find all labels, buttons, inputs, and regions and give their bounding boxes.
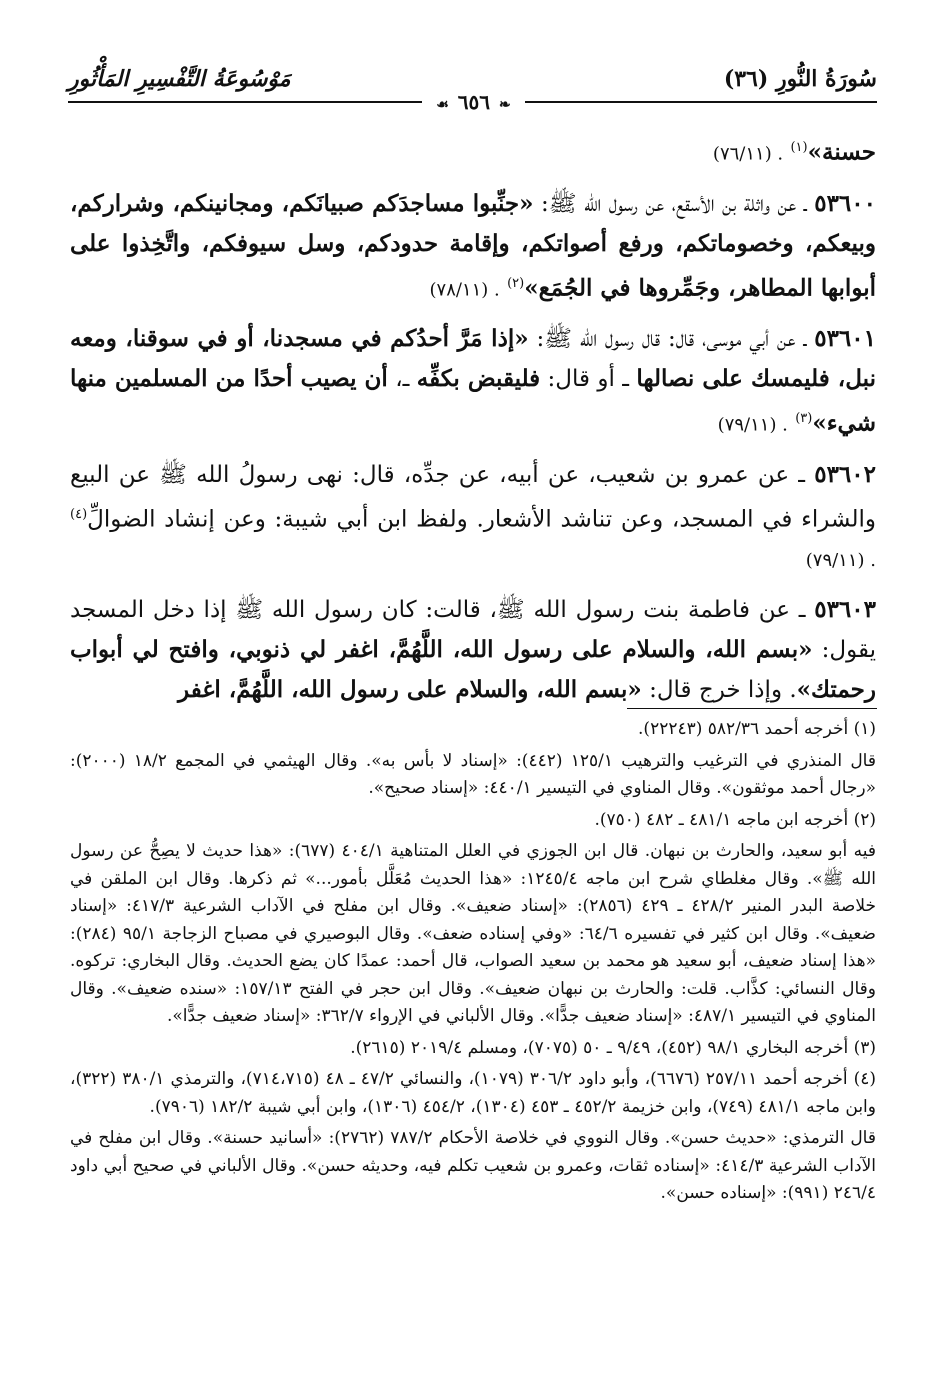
volume-reference: . (٧٩/١١) <box>805 549 876 571</box>
hadith-number: ٥٣٦٠٢ <box>814 460 876 488</box>
hadith-number: ٥٣٦٠٣ <box>814 595 876 623</box>
footnote-marker: (٤) <box>70 506 88 522</box>
footnote: (٤) أخرجه أحمد ٢٥٧/١١ (٦٦٧٦)، وأبو داود ٣٠٦/٢ (١٠٧٩)، والنسائي ٤٧/٢ ـ ٤٨ (٧١٤،٧١٥)، والترمذي ٣٨٠/١ (٣٢٢)، وابن ماجه ٤٨١/١ (٧٤٩)، وابن خزيمة ٤٥٢/٢ ـ ٤٥٣ (١٣٠٤)، ٤٥٤/٢ (١٣٠٦)، وابن أبي شيبة ١٨٢/٢ (٧٩٠٦). <box>70 1069 876 1117</box>
narration-text: . وإذا خرج قال: <box>641 676 797 703</box>
footnote-marker: (٣) <box>795 411 813 427</box>
quote-text: حسنة» <box>807 138 876 166</box>
footnote-commentary: قال المنذري في الترغيب والترهيب ١٢٥/١ (٤٤٢): «إسناد لا بأس به». وقال الهيثمي في المجمع ١٨/٢ (٢٠٠٠): «رجال أحمد موثقون». وقال المناوي في التيسير ٤٤٠/١: «إسناد صحيح». <box>70 750 876 798</box>
quote-text: أن يصيب أحدًا من المسلمين منها شيء» <box>70 365 876 437</box>
hadith-entry <box>70 319 876 445</box>
volume-reference: . (٧٩/١١) <box>717 414 788 436</box>
page-number-block <box>0 90 947 114</box>
narration-text: ـ عن عمرو بن شعيب، عن أبيه، عن جدِّه، قال: نهى رسولُ الله ﷺ عن البيع والشراء في المسجد، وعن تناشد الأشعار. ولفظ ابن أبي شيبة: وعن إنشاد الضوالِّ <box>70 461 876 533</box>
footnote: (٢) أخرجه ابن ماجه ٤٨١/١ ـ ٤٨٢ (٧٥٠). <box>594 809 876 830</box>
footnote-separator <box>627 708 877 709</box>
narration-text: ـ عن واثلة بن الأسقع، عن رسول الله ﷺ: <box>533 190 815 217</box>
hadith-number: ٥٣٦٠٠ <box>814 189 876 217</box>
hadith-number: ٥٣٦٠١ <box>814 325 876 353</box>
main-text <box>70 128 876 720</box>
page-number: ٦٥٦ <box>457 90 491 114</box>
hadith-entry <box>70 455 876 580</box>
footnote-marker: (١) <box>790 140 808 155</box>
ornament-icon: ☙ <box>436 97 449 113</box>
book-title: مَوْسُوعَةُ التَّفْسِيرِ المَأْثُورِ <box>68 66 291 92</box>
narration-text: ـ، <box>387 366 417 393</box>
footnotes <box>70 716 876 1212</box>
hadith-entry <box>70 184 876 310</box>
footnote: (٣) أخرجه البخاري ٩٨/١ (٤٥٢)، ٩/٤٩ ـ ٥٠ (٧٠٧٥)، ومسلم ٢٠١٩/٤ (٢٦١٥). <box>350 1037 876 1058</box>
paragraph-continuation <box>70 128 876 174</box>
quote-text: «جنِّبوا مساجدَكم صبيانَكم، ومجانينكم، وشراركم، وبيعكم، وخصوماتكم، ورفع أصواتكم، وإقامة حدودكم، وسل سيوفكم، واتَّخِذوا على أبوابها المطاهر، وجَمِّروها في الجُمَع» <box>70 189 876 302</box>
footnote-marker: (٢) <box>507 275 525 291</box>
narration-text: ـ عن فاطمة بنت رسول الله ﷺ، قالت: كان رسول الله ﷺ إذا دخل المسجد يقول: <box>70 596 876 663</box>
narration-text: ـ أو قال: <box>540 366 637 393</box>
quote-text: «إذا مَرَّ أحدُكم في مسجدنا، أو في سوقنا، ومعه نبل، فليمسك على نصالها <box>70 325 876 393</box>
volume-reference: . (٧٨/١١) <box>429 279 500 301</box>
page-number-wrap <box>422 90 524 114</box>
quote-text: «بسم الله، والسلام على رسول الله، اللَّهُمَّ، اغفر لي ذنوبي، وافتح لي أبواب رحمتك» <box>70 635 876 703</box>
narration-text: ـ عن أبي موسى، قال: قال رسول الله ﷺ: <box>528 326 815 353</box>
quote-text: «بسم الله، والسلام على رسول الله، اللَّهُمَّ، اغفر <box>178 675 642 703</box>
hadith-entry <box>70 590 876 710</box>
quote-text: فليقبض بكفِّه <box>416 365 541 393</box>
footnote-commentary: قال الترمذي: «حديث حسن». وقال النووي في خلاصة الأحكام ٧٨٧/٢ (٢٧٦٢): «أسانيد حسنة». وقال ابن مفلح في الآداب الشرعية ٤١٤/٣: «إسناده ثقات، وعمرو بن شعيب تكلم فيه، وحديثه حسن». وقال الألباني في صحيح أبي داود ٢٤٦/٤ (٩٩١): «إسناده حسن». <box>70 1128 877 1203</box>
footnote-commentary: فيه أبو سعيد، والحارث بن نبهان. قال ابن الجوزي في العلل المتناهية ٤٠٤/١ (٦٧٧): «هذا حديث لا يصِحُّ عن رسول الله ﷺ». وقال مغلطاي شرح ابن ماجه ١٢٤٥/٤: «هذا الحديث مُعَلَّل بأمور...» ثم ذكرها. وقال ابن الملقن في خلاصة البدر المنير ٤٢٨/٢ ـ ٤٢٩ (٢٨٥٦): «إسناد ضعيف». وقال ابن مفلح في الآداب الشرعية ٤١٧/٣: «إسناد ضعيف». وقال ابن كثير في تفسيره ٦٤/٦: «وفي إسناده ضعف». وقال البوصيري في مصباح الزجاجة ٩٥/١ (٢٨٤): «هذا إسناد ضعيف، أبو سعيد هو محمد بن سعيد الصواب، قال أحمد: عمدًا كان يضع الحديث. وقال البخاري: تركوه. وقال النسائي: كذَّاب. قلت: والحارث بن نبهان ضعيف». وقال ابن حجر في الفتح ١٥٧/١٣: «سنده ضعيف». وقال المناوي في التيسير ٤٨٧/١: «إسناد ضعيف جدًّا». وقال الألباني في الإرواء ٣٦٢/٧: «إسناد ضعيف جدًّا». <box>70 841 876 1026</box>
footnote: (١) أخرجه أحمد ٥٨٢/٣٦ (٢٢٢٤٣). <box>638 719 876 739</box>
volume-reference: . (٧٦/١١) <box>712 143 784 165</box>
surah-title: سُورَةُ النُّورِ (٣٦) <box>723 66 877 92</box>
ornament-icon: ❧ <box>499 97 511 113</box>
